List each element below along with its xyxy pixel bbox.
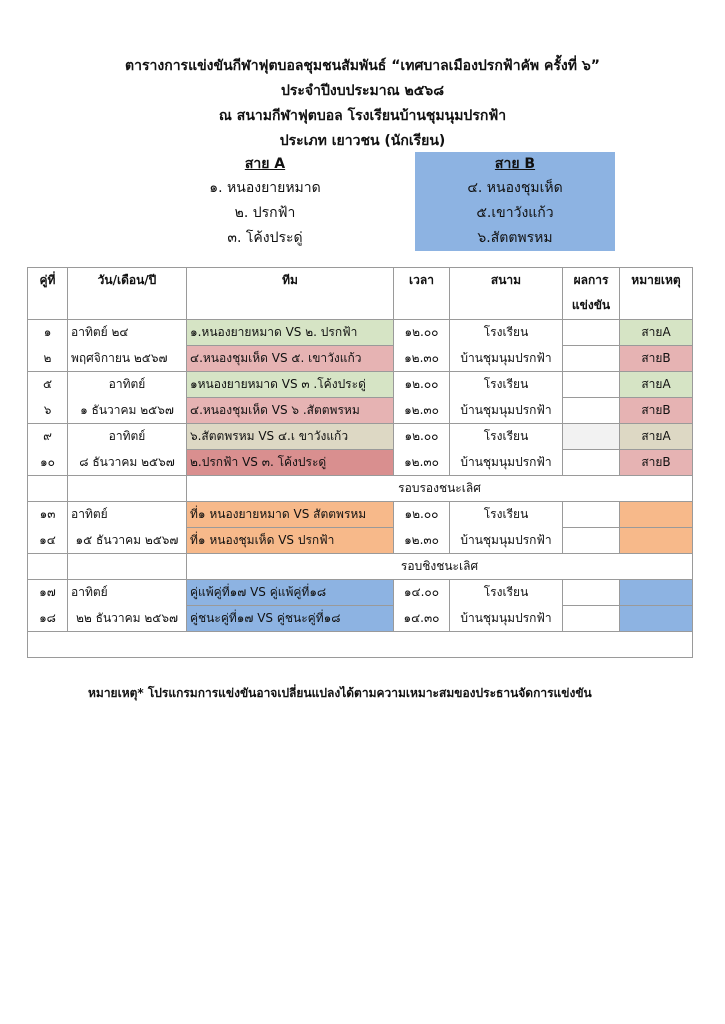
header-result-line2: แข่งขัน xyxy=(571,298,611,312)
match-no: ๒ xyxy=(28,346,68,372)
table-row xyxy=(28,606,693,632)
table-row xyxy=(28,346,693,372)
match-no: ๑๓ xyxy=(28,502,68,528)
match-no: ๕ xyxy=(28,372,68,398)
match-date: ๑๕ ธันวาคม ๒๕๖๗ xyxy=(68,528,187,554)
match-time: ๑๒.๐๐ xyxy=(394,372,450,398)
group-listing xyxy=(0,152,725,252)
match-result xyxy=(563,606,620,632)
group-a xyxy=(165,152,365,251)
match-no: ๑ xyxy=(28,320,68,346)
match-venue: บ้านชุมนุมปรกฟ้า xyxy=(450,398,563,424)
table-row xyxy=(28,398,693,424)
match-date: อาทิตย์ xyxy=(68,424,187,450)
group-a-team: ๓. โค้งประดู่ xyxy=(227,230,303,246)
match-venue: โรงเรียน xyxy=(450,424,563,450)
group-a-team: ๑. หนองยายหมาด xyxy=(209,180,321,196)
match-date: ๑ ธันวาคม ๒๕๖๗ xyxy=(68,398,187,424)
match-venue: บ้านชุมนุมปรกฟ้า xyxy=(450,606,563,632)
match-time: ๑๒.๐๐ xyxy=(394,502,450,528)
group-b xyxy=(415,152,615,251)
table-row xyxy=(28,320,693,346)
header-row xyxy=(28,268,693,320)
round-semifinal-label: รอบรองชนะเลิศ xyxy=(187,476,693,502)
match-result xyxy=(563,320,620,346)
group-a-title: สาย A xyxy=(244,156,286,172)
round-final-label: รอบชิงชนะเลิศ xyxy=(187,554,693,580)
match-venue: โรงเรียน xyxy=(450,580,563,606)
table-row xyxy=(28,450,693,476)
match-venue: โรงเรียน xyxy=(450,372,563,398)
match-note: สายB xyxy=(620,346,693,372)
match-note: สายA xyxy=(620,424,693,450)
match-time: ๑๒.๓๐ xyxy=(394,450,450,476)
match-teams: ๖.สัตตพรหม VS ๔.เ ขาวังแก้ว xyxy=(187,424,394,450)
match-note xyxy=(620,502,693,528)
group-b-team: ๕.เขาวังแก้ว xyxy=(476,205,554,221)
category-line: ประเภท เยาวชน (นักเรียน) xyxy=(279,133,446,149)
match-date: พฤศจิกายน ๒๕๖๗ xyxy=(68,346,187,372)
match-date: อาทิตย์ xyxy=(68,372,187,398)
title-line: ตารางการแข่งขันกีฬาฟุตบอลชุมชนสัมพันธ์ “เทศบาลเมืองปรกฟ้าคัพ ครั้งที่ ๖” xyxy=(125,58,600,74)
match-no: ๙ xyxy=(28,424,68,450)
round-row xyxy=(28,476,693,502)
venue-line: ณ สนามกีฬาฟุตบอล โรงเรียนบ้านชุมนุมปรกฟ้า xyxy=(218,108,507,124)
match-teams: คู่ชนะคู่ที่๑๗ VS คู่ชนะคู่ที่๑๘ xyxy=(187,606,394,632)
match-no: ๑๗ xyxy=(28,580,68,606)
match-note xyxy=(620,528,693,554)
match-note xyxy=(620,580,693,606)
match-date: อาทิตย์ xyxy=(68,502,187,528)
match-no: ๑๐ xyxy=(28,450,68,476)
group-b-title: สาย B xyxy=(494,156,536,172)
match-result xyxy=(563,450,620,476)
empty-row xyxy=(28,632,693,658)
match-note: สายA xyxy=(620,372,693,398)
header-result-line1: ผลการ xyxy=(573,273,609,287)
match-teams: ๔.หนองชุมเห็ด VS ๕. เขาวังแก้ว xyxy=(187,346,394,372)
match-venue: บ้านชุมนุมปรกฟ้า xyxy=(450,450,563,476)
match-no: ๑๔ xyxy=(28,528,68,554)
match-result xyxy=(563,398,620,424)
match-teams: ๑หนองยายหมาด VS ๓ .โค้งประดู่ xyxy=(187,372,394,398)
match-teams: ๑.หนองยายหมาด VS ๒. ปรกฟ้า xyxy=(187,320,394,346)
match-date: อาทิตย์ xyxy=(68,580,187,606)
header-time: เวลา xyxy=(394,268,450,320)
header-date: วัน/เดือน/ปี xyxy=(68,268,187,320)
match-result xyxy=(563,502,620,528)
header-result xyxy=(563,268,620,320)
match-venue: บ้านชุมนุมปรกฟ้า xyxy=(450,346,563,372)
match-result xyxy=(563,424,620,450)
document-header xyxy=(0,54,725,154)
match-note: สายB xyxy=(620,398,693,424)
match-time: ๑๒.๐๐ xyxy=(394,320,450,346)
table-row xyxy=(28,424,693,450)
match-time: ๑๒.๐๐ xyxy=(394,424,450,450)
match-note xyxy=(620,606,693,632)
match-no: ๑๘ xyxy=(28,606,68,632)
match-note: สายB xyxy=(620,450,693,476)
fiscal-year-line: ประจำปีงบประมาณ ๒๕๖๘ xyxy=(281,83,444,99)
footnote: หมายเหตุ* โปรแกรมการแข่งขันอาจเปลี่ยนแปลงได้ตามความเหมาะสมของประธานจัดการแข่งขัน xyxy=(88,686,592,700)
group-a-team: ๒. ปรกฟ้า xyxy=(234,205,296,221)
match-venue: บ้านชุมนุมปรกฟ้า xyxy=(450,528,563,554)
match-time: ๑๔.๐๐ xyxy=(394,580,450,606)
match-note: สายA xyxy=(620,320,693,346)
table-row xyxy=(28,528,693,554)
match-date: ๒๒ ธันวาคม ๒๕๖๗ xyxy=(68,606,187,632)
match-teams: ที่๑ หนองยายหมาด VS สัตตพรหม xyxy=(187,502,394,528)
match-time: ๑๒.๓๐ xyxy=(394,398,450,424)
match-result xyxy=(563,528,620,554)
schedule-table xyxy=(27,267,693,658)
round-row xyxy=(28,554,693,580)
header-team: ทีม xyxy=(187,268,394,320)
match-no: ๖ xyxy=(28,398,68,424)
match-time: ๑๔.๓๐ xyxy=(394,606,450,632)
group-b-team: ๔. หนองชุมเห็ด xyxy=(467,180,563,196)
match-venue: โรงเรียน xyxy=(450,320,563,346)
match-time: ๑๒.๓๐ xyxy=(394,528,450,554)
header-note: หมายเหตุ xyxy=(620,268,693,320)
match-result xyxy=(563,580,620,606)
match-result xyxy=(563,346,620,372)
header-venue: สนาม xyxy=(450,268,563,320)
header-match-no: คู่ที่ xyxy=(28,268,68,320)
match-teams: ที่๑ หนองชุมเห็ด VS ปรกฟ้า xyxy=(187,528,394,554)
table-row xyxy=(28,580,693,606)
match-teams: ๒.ปรกฟ้า VS ๓. โค้งประดู่ xyxy=(187,450,394,476)
match-teams: ๔.หนองชุมเห็ด VS ๖ .สัตตพรหม xyxy=(187,398,394,424)
match-time: ๑๒.๓๐ xyxy=(394,346,450,372)
group-b-team: ๖.สัตตพรหม xyxy=(477,230,553,246)
table-row xyxy=(28,372,693,398)
match-date: ๘ ธันวาคม ๒๕๖๗ xyxy=(68,450,187,476)
match-date: อาทิตย์ ๒๔ xyxy=(68,320,187,346)
match-venue: โรงเรียน xyxy=(450,502,563,528)
match-result xyxy=(563,372,620,398)
table-row xyxy=(28,502,693,528)
match-teams: คู่แพ้คู่ที่๑๗ VS คู่แพ้คู่ที่๑๘ xyxy=(187,580,394,606)
